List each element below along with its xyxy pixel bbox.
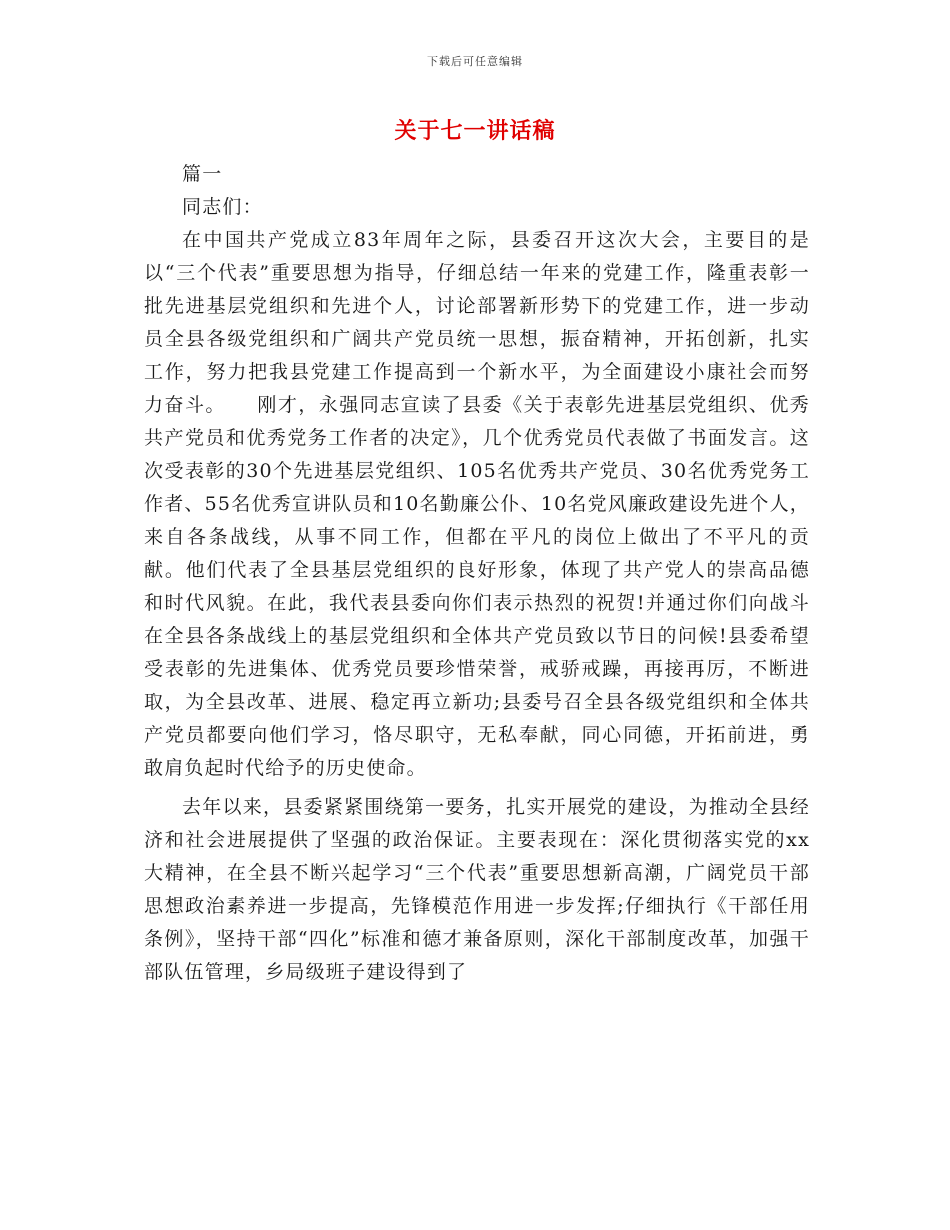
body-paragraph-2: 去年以来，县委紧紧围绕第一要务，扎实开展党的建设，为推动全县经济和社会进展提供了坚强的政治保证。主要表现在：深化贯彻落实党的xx大精神，在全县不断兴起学习“三个代表”重要思想新高潮，广阔党员干部思想政治素养进一步提高，先锋模范作用进一步发挥;仔细执行《干部任用条例》，坚持干部“四化”标准和德才兼备原则，深化干部制度改革，加强干部队伍管理，乡局级班子建设得到了 [144, 796, 810, 983]
document-title: 关于七一讲话稿 [394, 118, 556, 144]
document-body [144, 158, 810, 989]
header-note: 下载后可任意编辑 [427, 55, 523, 68]
salutation: 同志们： [182, 196, 263, 218]
body-paragraph-1: 在中国共产党成立83年周年之际，县委召开这次大会，主要目的是以“三个代表”重要思想为指导，仔细总结一年来的党建工作，隆重表彰一批先进基层党组织和先进个人，讨论部署新形势下的党建工作，进一步动员全县各级党组织和广阔共产党员统一思想，振奋精神，开拓创新，扎实工作，努力把我县党建工作提高到一个新水平，为全面建设小康社会而努力奋斗。 刚才，永强同志宣读了县委《关于表彰先进基层党组织、优秀共产党员和优秀党务工作者的决定》，几个优秀党员代表做了书面发言。这次受表彰的30个先进基层党组织、105名优秀共产党员、30名优秀党务工作者、55名优秀宣讲队员和10名勤廉公仆、10名党风廉政建设先进个人，来自各条战线，从事不同工作，但都在平凡的岗位上做出了不平凡的贡献。他们代表了全县基层党组织的良好形象，体现了共产党人的崇高品德和时代风貌。在此，我代表县委向你们表示热烈的祝贺!并通过你们向战斗在全县各条战线上的基层党组织和全体共产党员致以节日的问候!县委希望受表彰的先进集体、优秀党员要珍惜荣誉，戒骄戒躁，再接再厉，不断进取，为全县改革、进展、稳定再立新功;县委号召全县各级党组织和全体共产党员都要向他们学习，恪尽职守，无私奉献，同心同德，开拓前进，勇敢肩负起时代给予的历史使命。 [144, 229, 810, 779]
section-label: 篇一 [182, 163, 223, 185]
